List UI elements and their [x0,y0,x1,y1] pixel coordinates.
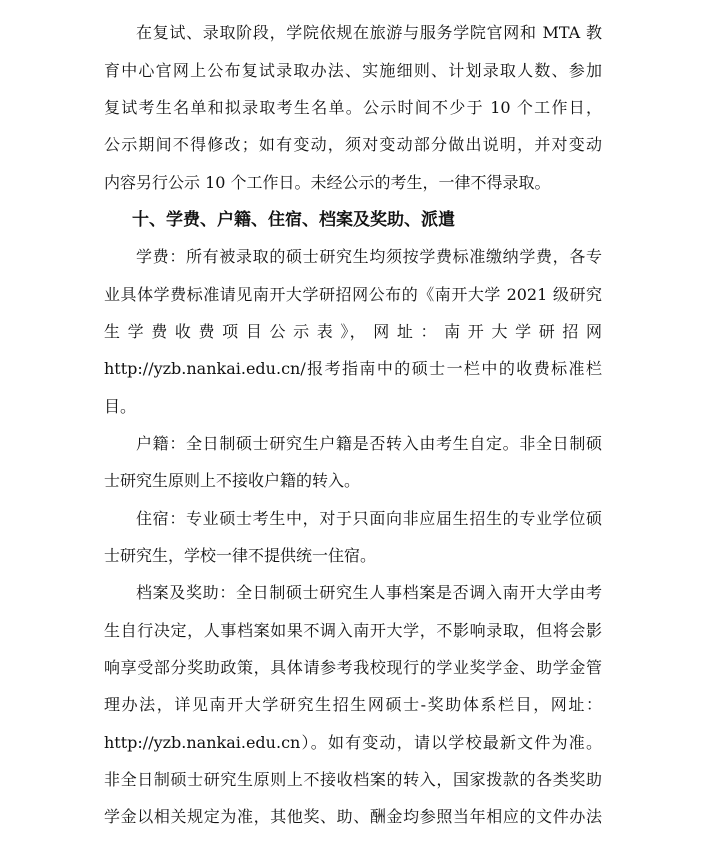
paragraph-line: 非全日制硕士研究生原则上不接收档案的转入，国家拨款的各类奖助 [104,770,602,789]
paragraph-line: 复试考生名单和拟录取考生名单。公示时间不少于 10 个工作日， [104,98,602,117]
paragraph-line: 育中心官网上公布复试录取办法、实施细则、计划录取人数、参加 [104,61,602,80]
paragraph-line: 业具体学费标准请见南开大学研招网公布的《南开大学 2021 级研究 [104,285,602,304]
paragraph-line: 在复试、录取阶段，学院依规在旅游与服务学院官网和 MTA 教 [136,23,602,42]
section-heading: 十、学费、户籍、住宿、档案及奖助、派遣 [132,210,455,230]
paragraph-line: http://yzb.nankai.edu.cn）。如有变动，请以学校最新文件为准。 [104,733,602,752]
paragraph-line: 公示期间不得修改；如有变动，须对变动部分做出说明，并对变动 [104,135,602,154]
paragraph-line: 士研究生，学校一律不提供统一住宿。 [104,546,377,565]
paragraph-line: 生 学 费 收 费 项 目 公 示 表 》， 网 址 ： 南 开 大 学 研 招 网 [104,322,602,341]
paragraph-line: 响享受部分奖助政策，具体请参考我校现行的学业奖学金、助学金管 [104,658,602,677]
paragraph-line: 生自行决定，人事档案如果不调入南开大学，不影响录取，但将会影 [104,621,602,640]
paragraph-line: 档案及奖助：全日制硕士研究生人事档案是否调入南开大学由考 [136,583,602,602]
paragraph-line: 学费：所有被录取的硕士研究生均须按学费标准缴纳学费，各专 [136,247,602,266]
paragraph-line: 内容另行公示 10 个工作日。未经公示的考生，一律不得录取。 [104,173,551,192]
paragraph-line: 目。 [104,397,137,416]
paragraph-line: 理办法，详见南开大学研究生招生网硕士-奖助体系栏目，网址： [104,695,602,714]
paragraph-line: 户籍：全日制硕士研究生户籍是否转入由考生自定。非全日制硕 [136,434,602,453]
paragraph-line: 住宿：专业硕士考生中，对于只面向非应届生招生的专业学位硕 [136,509,602,528]
paragraph-line: http://yzb.nankai.edu.cn/报考指南中的硕士一栏中的收费标准栏 [104,359,602,378]
paragraph-line: 学金以相关规定为准，其他奖、助、酬金均参照当年相应的文件办法 [104,807,602,826]
paragraph-line: 士研究生原则上不接收户籍的转入。 [104,471,361,490]
